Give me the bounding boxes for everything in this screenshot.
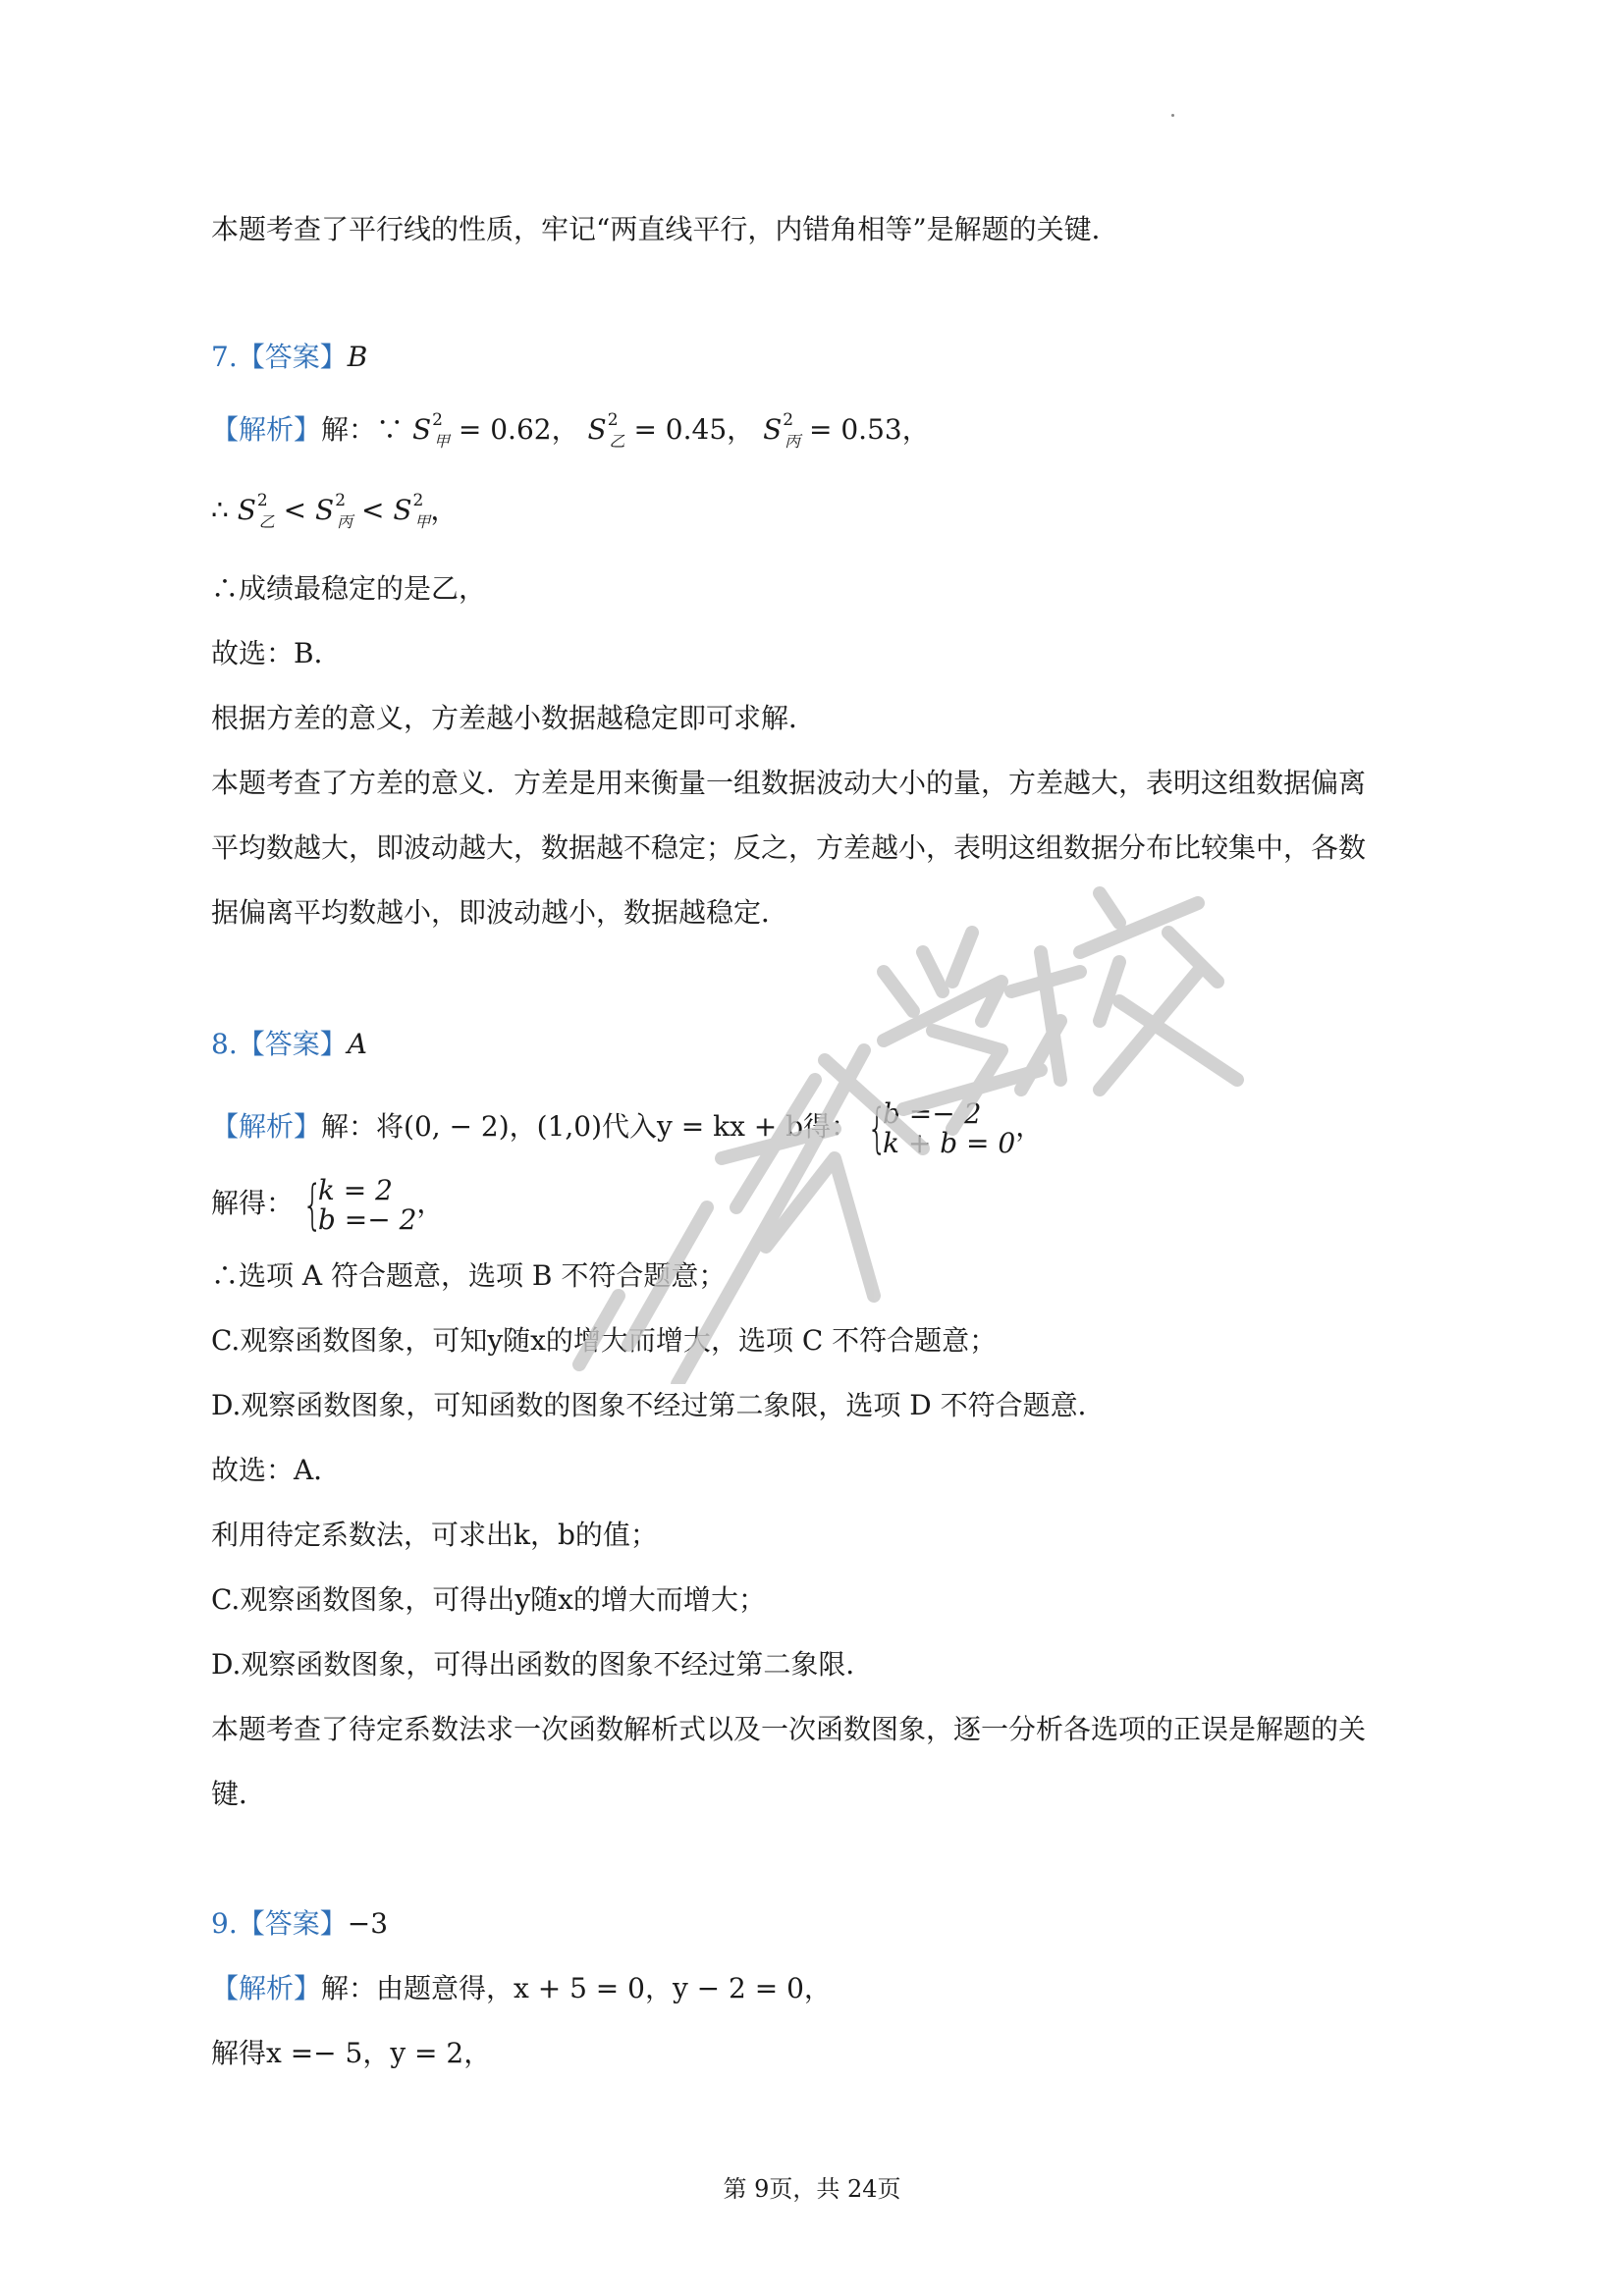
sys1-row2: k + b = 0	[882, 1126, 1016, 1159]
q9-analysis-tag: 【解析】	[211, 1972, 322, 2004]
sys2-suffix: ，	[416, 1187, 445, 1219]
q9-number: 9.	[211, 1907, 238, 1940]
sys1-row1: b =− 2	[882, 1096, 982, 1130]
q7-analysis-tag: 【解析】	[211, 413, 322, 446]
q7-line8: 据偏离平均数越小，即波动越小，数据越稳定．	[211, 896, 789, 929]
q8-line3: ∴选项 A 符合题意，选项 B 不符合题意；	[211, 1259, 727, 1292]
value-yi: = 0.45，	[633, 413, 755, 446]
q8-line9: D.观察函数图象，可得出函数的图象不经过第二象限．	[211, 1648, 874, 1681]
sub-bing: 丙	[785, 432, 801, 451]
q7-line4: 故选：B．	[211, 637, 342, 669]
q8-answer: A	[347, 1028, 367, 1060]
q7-answer: B	[347, 341, 368, 373]
q9-answer-line	[211, 1904, 388, 1944]
scan-dot	[1171, 114, 1174, 117]
q7-line5: 根据方差的意义，方差越小数据越稳定即可求解．	[211, 702, 817, 734]
q9-line1-text: 解：由题意得，x + 5 = 0，y − 2 = 0，	[321, 1972, 832, 2004]
q9-line2: 解得x =− 5，y = 2，	[211, 2037, 492, 2069]
sub-bing-2: 丙	[337, 512, 353, 531]
q7-line3: ∴成绩最稳定的是乙，	[211, 572, 487, 605]
sys2-row1: k = 2	[317, 1173, 393, 1206]
sub-jia-2: 甲	[414, 512, 431, 531]
q8-line11: 键．	[211, 1778, 267, 1810]
q8-line6: 故选：A．	[211, 1454, 342, 1486]
q8-answer-tag: 【答案】	[237, 1028, 348, 1060]
value-jia: = 0.62，	[458, 413, 579, 446]
q8-answer-line	[211, 1025, 367, 1064]
equation-system-2: { k = 2 b =− 2	[301, 1173, 417, 1236]
q8-line5: D.观察函数图象，可知函数的图象不经过第二象限，选项 D 不符合题意．	[211, 1389, 1106, 1421]
sub-yi-2: 乙	[258, 512, 275, 531]
q9-answer: −3	[347, 1907, 389, 1940]
q8-analysis-line2	[211, 1174, 444, 1235]
q8-number: 8.	[211, 1028, 238, 1060]
q8-line1-text: 解：将(0, − 2)，(1,0)代入y = kx + b得：	[321, 1110, 859, 1143]
page-footer: 第 9页，共 24页	[723, 2175, 901, 2203]
q8-line8: C.观察函数图象，可得出y随x的增大而增大；	[211, 1583, 766, 1616]
q7-analysis-line1: 【解析】解：∵ $S^2_甲 = 0.62$， $S^2_乙 = 0.45$， $S^2_丙 = 0.53$，	[211, 410, 930, 451]
q7-analysis-line2: ∴ $S^2_乙 < S^2_丙 < S^2_甲$，	[211, 491, 459, 531]
q7-number: 7.	[211, 341, 238, 373]
therefore-sign: ∴	[211, 494, 229, 526]
q7-answer-line	[211, 338, 367, 377]
sub-jia: 甲	[433, 432, 450, 451]
q9-analysis-line1	[211, 1969, 832, 2008]
less-than-1: <	[283, 494, 316, 526]
q8-line2-prefix: 解得：	[211, 1187, 295, 1219]
q6-closing-note: 本题考查了平行线的性质，牢记“两直线平行，内错角相等”是解题的关键．	[211, 213, 1119, 245]
sys1-suffix: ，	[1015, 1110, 1044, 1143]
q8-line4: C.观察函数图象，可知y随x的增大而增大，选项 C 不符合题意；	[211, 1324, 998, 1357]
q8-line10: 本题考查了待定系数法求一次函数解析式以及一次函数图象，逐一分析各选项的正误是解题的关	[211, 1713, 1367, 1745]
sub-yi: 乙	[609, 432, 625, 451]
equation-system-1: { b =− 2 k + b = 0	[866, 1096, 1016, 1159]
q7-line6: 本题考查了方差的意义．方差是用来衡量一组数据波动大小的量，方差越大，表明这组数据偏离	[211, 767, 1367, 799]
q7-answer-tag: 【答案】	[237, 341, 348, 373]
q8-line7: 利用待定系数法，可求出k，b的值；	[211, 1519, 658, 1551]
q8-analysis-line1	[211, 1097, 1043, 1158]
value-bing: = 0.53，	[809, 413, 930, 446]
q7-line7: 平均数越大，即波动越大，数据越不稳定；反之，方差越小，表明这组数据分布比较集中，各数	[211, 831, 1367, 864]
q7-line1-prefix: 解：∵	[321, 413, 405, 446]
sys2-row2: b =− 2	[317, 1202, 417, 1236]
comma: ，	[430, 494, 459, 526]
less-than-2: <	[360, 494, 394, 526]
q9-answer-tag: 【答案】	[237, 1907, 348, 1940]
q8-analysis-tag: 【解析】	[211, 1110, 322, 1143]
